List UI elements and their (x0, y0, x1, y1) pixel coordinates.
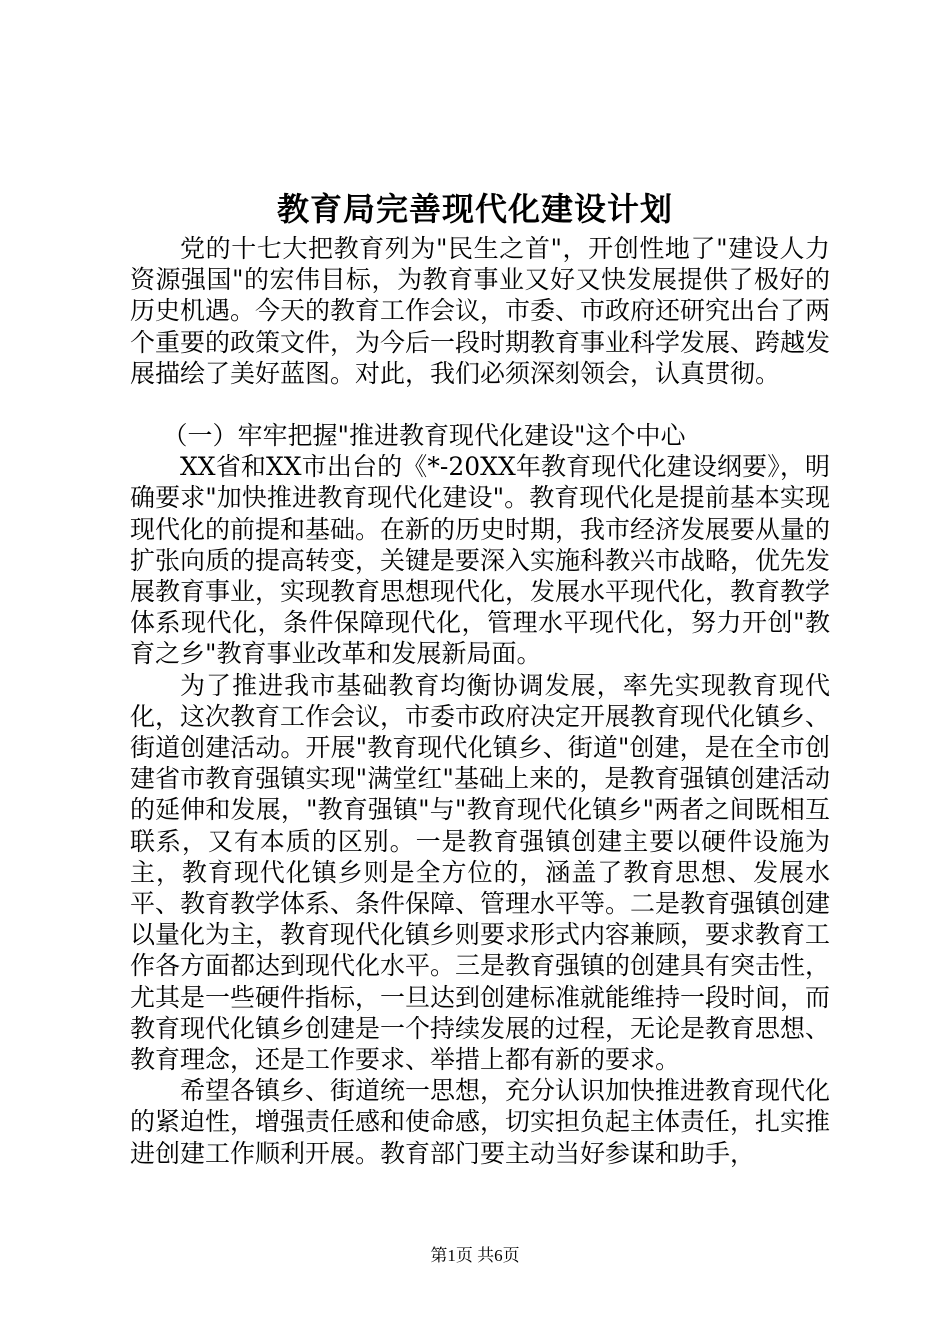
document-body (130, 233, 830, 1169)
page-number-footer: 第1页 共6页 (430, 1246, 520, 1265)
paragraph: 为了推进我市基础教育均衡协调发展，率先实现教育现代化，这次教育工作会议，市委市政府决定开展教育现代化镇乡、街道创建活动。开展"教育现代化镇乡、街道"创建，是在全市创建省市教育强镇实现"满堂红"基础上来的，是教育强镇创建活动的延伸和发展，"教育强镇"与"教育现代化镇乡"两者之间既相互联系，又有本质的区别。一是教育强镇创建主要以硬件设施为主，教育现代化镇乡则是全方位的，涵盖了教育思想、发展水平、教育教学体系、条件保障、管理水平等。二是教育强镇创建以量化为主，教育现代化镇乡则要求形式内容兼顾，要求教育工作各方面都达到现代化水平。三是教育强镇的创建具有突击性，尤其是一些硬件指标，一旦达到创建标准就能维持一段时间，而教育现代化镇乡创建是一个持续发展的过程，无论是教育思想、教育理念，还是工作要求、举措上都有新的要求。 (130, 670, 831, 1075)
paragraph: XX省和XX市出台的《*-20XX年教育现代化建设纲要》，明确要求"加快推进教育现代化建设"。教育现代化是提前基本实现现代化的前提和基础。在新的历史时期，我市经济发展要从量的扩张向质的提高转变，关键是要深入实施科教兴市战略，优先发展教育事业，实现教育思想现代化，发展水平现代化，教育教学体系现代化，条件保障现代化，管理水平现代化，努力开创"教育之乡"教育事业改革和发展新局面。 (130, 452, 831, 669)
paragraph-intro: 党的十七大把教育列为"民生之首"，开创性地了"建设人力资源强国"的宏伟目标，为教育事业又好又快发展提供了极好的历史机遇。今天的教育工作会议，市委、市政府还研究出台了两个重要的政策文件，为今后一段时期教育事业科学发展、跨越发展描绘了美好蓝图。对此，我们必须深刻领会，认真贯彻。 (130, 234, 831, 388)
section-heading: （一）牢牢把握"推进教育现代化建设"这个中心 (162, 421, 686, 451)
document-title: 教育局完善现代化建设计划 (276, 190, 673, 228)
paragraph: 希望各镇乡、街道统一思想，充分认识加快推进教育现代化的紧迫性，增强责任感和使命感，切实担负起主体责任，扎实推进创建工作顺利开展。教育部门要主动当好参谋和助手， (130, 1076, 831, 1168)
